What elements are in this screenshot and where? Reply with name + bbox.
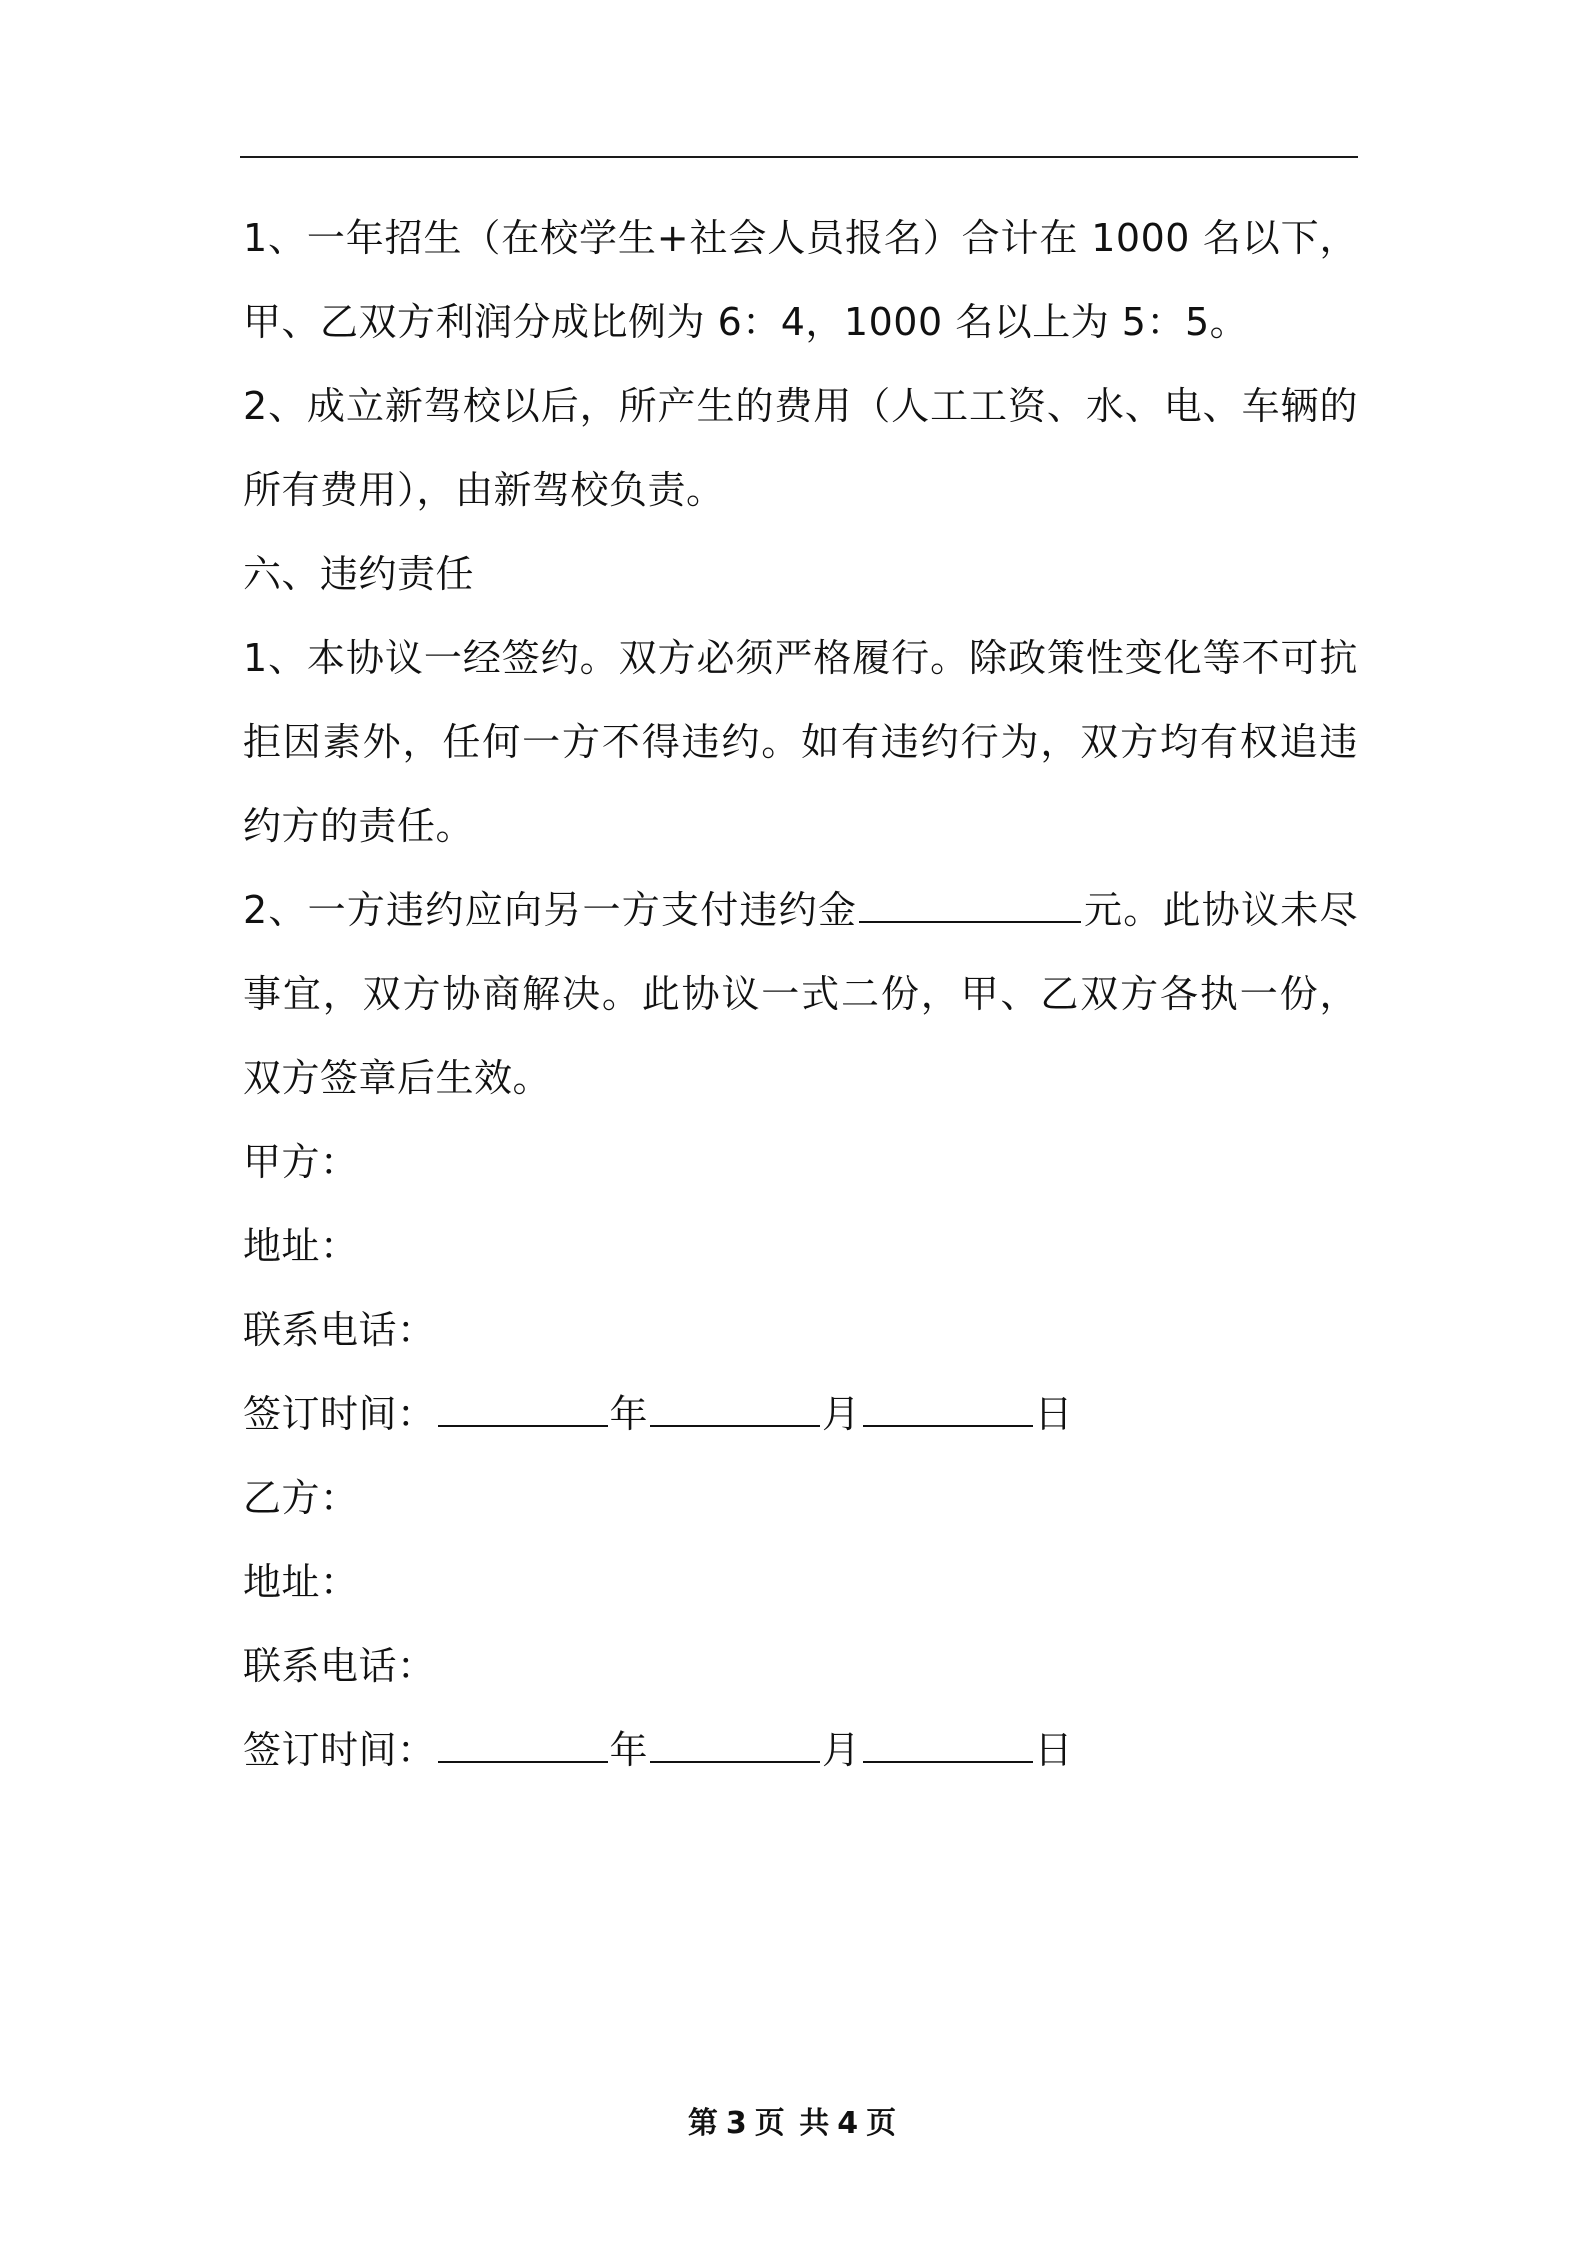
footer-mid: 页 共 [754,2106,832,2141]
party-a-month-blank [650,1379,820,1427]
party-b-year-blank [438,1715,608,1763]
footer-page-current: 3 [725,2106,749,2141]
party-b-month-label: 月 [822,1728,861,1772]
party-a-year-blank [438,1379,608,1427]
clause-profit-share: 1、一年招生（在校学生+社会人员报名）合计在 1000 名以下，甲、乙双方利润分成比例为 6：4，1000 名以上为 5：5。 [243,216,1358,344]
party-a-day-label: 日 [1034,1392,1074,1436]
party-b-year-label: 年 [609,1728,649,1772]
party-b-phone-label: 联系电话： [243,1644,436,1688]
party-a-month-label: 月 [822,1392,861,1436]
section-title-breach: 六、违约责任 [243,552,475,596]
party-a-address-label: 地址： [243,1224,359,1268]
party-b-sign-date [243,1708,1358,1792]
party-a-sign-date [243,1372,1358,1456]
footer-prefix: 第 [687,2106,720,2141]
party-b-label: 乙方： [243,1476,359,1520]
clause-penalty-text-start: 2、一方违约应向另一方支付违约金 [243,888,858,932]
party-a-phone-label: 联系电话： [243,1308,436,1352]
clause-strict-performance: 1、本协议一经签约。双方必须严格履行。除政策性变化等不可抗拒因素外，任何一方不得违约。如有违约行为，双方均有权追违约方的责任。 [243,636,1358,848]
party-a-year-label: 年 [609,1392,649,1436]
header-rule [240,156,1358,158]
footer-page-total: 4 [837,2106,861,2141]
clause-expenses: 2、成立新驾校以后，所产生的费用（人工工资、水、电、车辆的所有费用），由新驾校负责。 [243,384,1358,512]
party-b-date-label: 签订时间： [243,1728,436,1772]
party-b-address-label: 地址： [243,1560,359,1604]
clause-penalty-text-end: 元。此协议未尽事宜，双方协商解决。此协议一式二份，甲、乙双方各执一份，双方签章后生效。 [243,888,1358,1100]
footer-suffix: 页 [866,2106,899,2141]
clause-penalty [243,868,1358,1120]
document-body [243,196,1358,1792]
party-a-label: 甲方： [243,1140,359,1184]
party-b-day-blank [863,1715,1033,1763]
page-footer [0,2098,1586,2142]
party-a-date-label: 签订时间： [243,1392,436,1436]
party-a-day-blank [863,1379,1033,1427]
party-b-month-blank [650,1715,820,1763]
party-b-day-label: 日 [1034,1728,1074,1772]
penalty-amount-blank [859,875,1081,923]
